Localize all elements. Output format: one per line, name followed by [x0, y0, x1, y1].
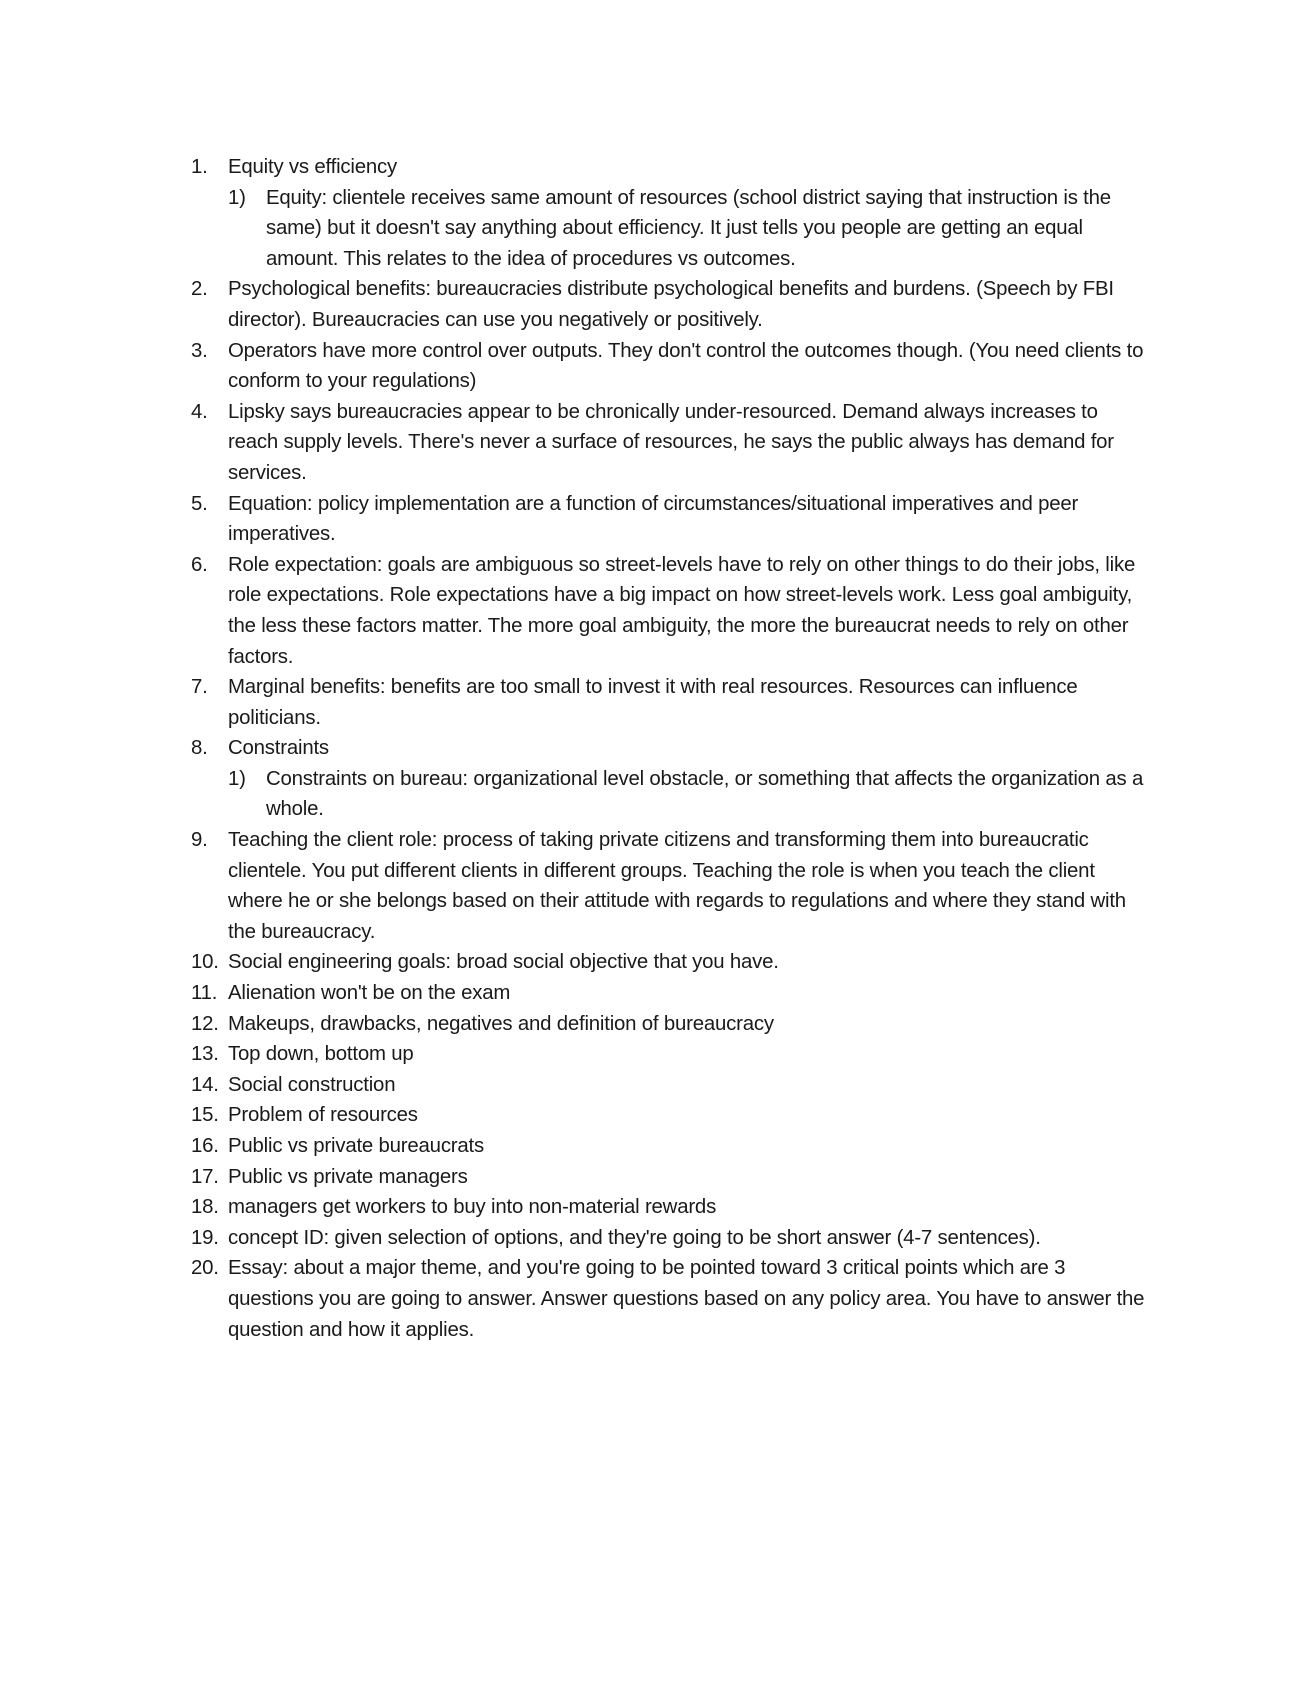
item-text: Public vs private managers	[228, 1165, 468, 1188]
item-text: Lipsky says bureaucracies appear to be chronically under-resourced. Demand always increases to reach supply levels. There's never a surface of resources, he says the public always has demand for services.	[228, 400, 1114, 484]
item-text: Role expectation: goals are ambiguous so street-levels have to rely on other things to do their jobs, like role expectations. Role expectations have a big impact on how street-levels work. Less goal ambiguity, the less these factors matter. The more goal ambiguity, the more the bureaucrat needs to rely on other factors.	[228, 553, 1136, 668]
item-text: Essay: about a major theme, and you're going to be pointed toward 3 critical points which are 3 questions you are going to answer. Answer questions based on any policy area. You have to answer the question and how it applies.	[228, 1257, 1145, 1341]
item-text: Top down, bottom up	[228, 1043, 414, 1066]
list-item	[191, 152, 1151, 274]
list-item	[191, 274, 1151, 335]
item-number: 3.	[191, 339, 208, 362]
item-text: Marginal benefits: benefits are too small to invest it with real resources. Resources can influence politicians.	[228, 676, 1078, 729]
list-item	[191, 825, 1151, 947]
sub-item	[228, 764, 1151, 825]
sub-item-number: 1)	[228, 186, 246, 209]
item-text: Social engineering goals: broad social objective that you have.	[228, 951, 779, 974]
item-number: 17.	[191, 1165, 219, 1188]
item-number: 9.	[191, 829, 208, 852]
item-text: Equation: policy implementation are a function of circumstances/situational imperatives and peer imperatives.	[228, 492, 1079, 546]
item-text: concept ID: given selection of options, and they're going to be short answer (4-7 sentences).	[228, 1226, 1041, 1249]
sub-item	[228, 183, 1151, 275]
item-number: 20.	[191, 1257, 219, 1280]
item-text: Social construction	[228, 1073, 396, 1096]
sub-item-text: Equity: clientele receives same amount of resources (school district saying that instruction is the same) but it doesn't say anything about efficiency. It just tells you people are getting an equal amount. This relates to the idea of procedures vs outcomes.	[266, 186, 1111, 270]
list-item	[191, 1192, 1151, 1223]
item-number: 1.	[191, 156, 208, 178]
list-item	[191, 1131, 1151, 1162]
item-text: Makeups, drawbacks, negatives and definition of bureaucracy	[228, 1012, 774, 1035]
item-text: Equity vs efficiency	[228, 156, 398, 178]
item-number: 13.	[191, 1043, 219, 1066]
list-item	[191, 550, 1151, 672]
list-item	[191, 489, 1151, 550]
list-item	[191, 1223, 1151, 1254]
list-item	[191, 1253, 1151, 1345]
list-item	[191, 1039, 1151, 1070]
item-text: managers get workers to buy into non-material rewards	[228, 1196, 717, 1219]
list-item	[191, 1100, 1151, 1131]
list-item	[191, 397, 1151, 489]
item-text: Constraints	[228, 737, 329, 760]
item-number: 16.	[191, 1135, 219, 1157]
list-item	[191, 1070, 1151, 1101]
list-item	[191, 978, 1151, 1009]
item-number: 6.	[191, 553, 208, 576]
list-item	[191, 1009, 1151, 1040]
sub-item-text: Constraints on bureau: organizational level obstacle, or something that affects the organization as a whole.	[266, 767, 1144, 821]
item-number: 12.	[191, 1012, 219, 1035]
item-number: 5.	[191, 492, 208, 515]
list-item	[191, 336, 1151, 397]
item-text: Operators have more control over outputs. They don't control the outcomes though. (You need clients to conform to your regulations)	[228, 339, 1144, 393]
item-text: Psychological benefits: bureaucracies distribute psychological benefits and burdens. (Speech by FBI director). Bureaucracies can use you negatively or positively.	[228, 278, 1114, 331]
list-item	[191, 1162, 1151, 1193]
item-number: 8.	[191, 737, 208, 760]
item-number: 10.	[191, 951, 219, 974]
item-number: 15.	[191, 1104, 219, 1127]
item-number: 14.	[191, 1073, 219, 1096]
list-item	[191, 947, 1151, 978]
item-number: 7.	[191, 676, 208, 699]
study-notes-list	[191, 152, 1151, 1345]
item-number: 18.	[191, 1196, 219, 1219]
sub-item-number: 1)	[228, 767, 246, 790]
list-item	[191, 733, 1151, 825]
list-item	[191, 672, 1151, 733]
item-number: 19.	[191, 1226, 219, 1249]
item-number: 4.	[191, 400, 208, 423]
item-text: Public vs private bureaucrats	[228, 1135, 485, 1157]
item-number: 2.	[191, 278, 208, 301]
item-number: 11.	[191, 982, 218, 1005]
item-text: Teaching the client role: process of taking private citizens and transforming them into bureaucratic clientele. You put different clients in different groups. Teaching the role is when you teach the client where he or she belongs based on their attitude with regards to regulations and where they stand with the bureaucracy.	[228, 829, 1126, 943]
item-text: Problem of resources	[228, 1104, 418, 1127]
item-text: Alienation won't be on the exam	[228, 982, 511, 1005]
